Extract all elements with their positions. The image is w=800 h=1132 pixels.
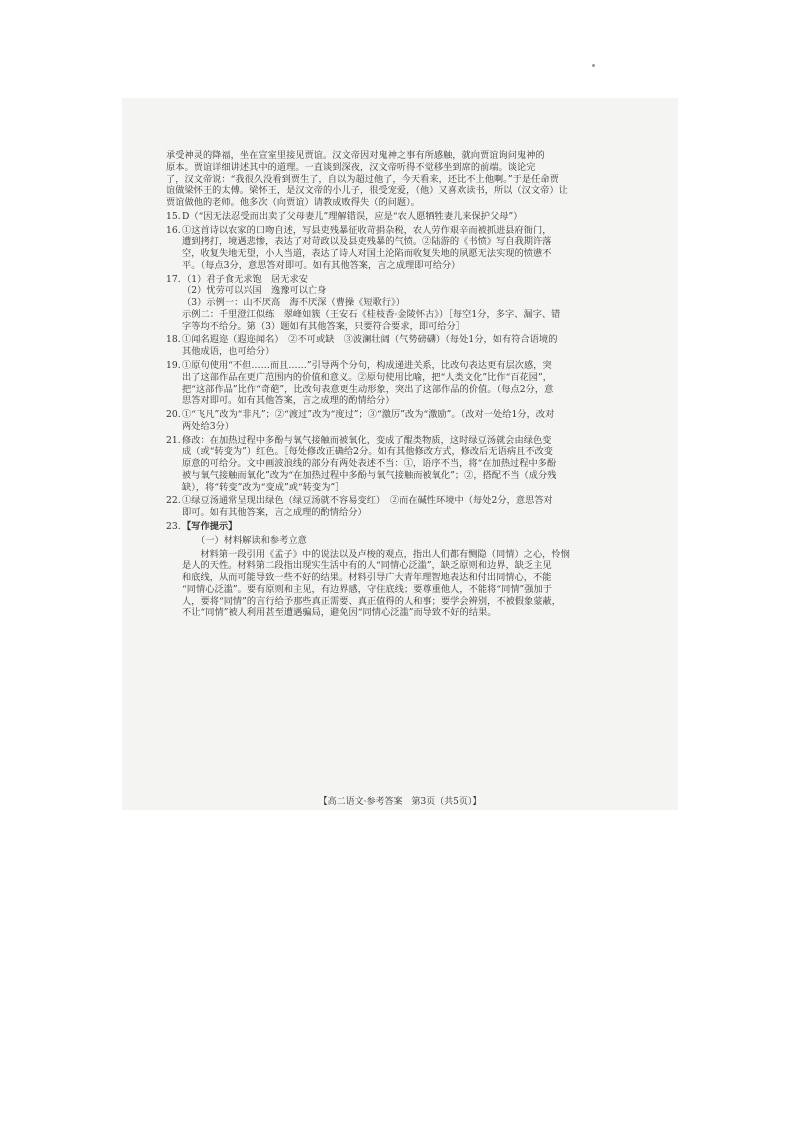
- answer-16: [166, 225, 618, 272]
- paragraph-line: 材料第一段引用《孟子》中的说法以及卢梭的观点，指出人们都有恻隐（同情）之心，怜悯: [200, 548, 570, 560]
- writing-paragraph: [166, 549, 618, 620]
- question-number: 23.: [166, 520, 181, 532]
- question-number: 15.: [166, 210, 181, 222]
- paragraph-line: 是人的天性。材料第二段指出现实生活中有的人“同情心泛滥”，缺乏原则和边界，缺乏主见: [182, 560, 552, 572]
- paragraph-line: “同情心泛滥”。要有原则和主见，有边界感，守住底线；要尊重他人，不能将“同情”强加于: [182, 583, 553, 595]
- answer-20: [166, 409, 618, 433]
- question-number: 19.: [166, 360, 181, 372]
- answer-line: 其他成语，也可给分）: [182, 346, 275, 358]
- intro-line: 贾谊做他的老师。他多次（向贾谊）请教成败得失（的问题）。: [166, 197, 421, 209]
- writing-subheading: （一）材料解读和参考立意: [196, 534, 307, 546]
- answer-line: 被与氧气接触而氧化”改为“在加热过程中多酚与氧气接触而被氧化”；②，搭配不当（成分残: [182, 469, 557, 481]
- answer-22: [166, 495, 618, 519]
- paragraph-line: 和底线，从而可能导致一些不好的结果。材料引导广大青年理智地表达和付出同情心，不能: [182, 572, 552, 584]
- paragraph-line: 人，要将“同情”的言行给予那些真正需要、真正值得的人和事；要学会辨别，不被假象蒙蔽，: [182, 595, 561, 607]
- answer-line: ①这首诗以农家的口吻自述，写县吏残暴征收苛捐杂税，农人劳作艰辛而被抓进县府衙门，: [182, 224, 552, 236]
- answer-line: 把“这部作品”比作“奇葩”，比改句表意更生动形象，突出了这部作品的价值。（每点2分，意: [182, 383, 554, 395]
- answer-line: 字等均不给分。第（3）题如有其他答案，只要符合要求，即可给分］: [182, 320, 466, 332]
- answer-line: 思答对即可。如有其他答案，言之成理的酌情给分）: [182, 395, 395, 407]
- answer-line: 遭到拷打，境遇悲惨，表达了对苛政以及县吏残暴的气愤。②陆游的《书愤》写自我期许落: [182, 236, 552, 248]
- answer-line: 两处给3分）: [182, 420, 235, 432]
- answer-line: 平。（每点3分，意思答对即可。如有其他答案，言之成理即可给分）: [182, 259, 461, 271]
- page-footer: 【高二语文·参考答案 第3页（共5页）】: [318, 797, 482, 807]
- writing-tips-heading: 【写作提示】: [182, 520, 238, 532]
- answer-line: 修改：在加热过程中多酚与氧气接触而被氧化，变成了醌类物质，这时绿豆汤就会由绿色变: [182, 434, 552, 446]
- answer-line: 示例二：千里澄江似练 翠峰如簇（王安石《桂枝香·金陵怀古》）［每空1分，多字、漏字、错: [182, 308, 561, 320]
- question-number: 18.: [166, 334, 181, 346]
- intro-line: 承受神灵的降福，坐在宣室里接见贾谊。汉文帝因对鬼神之事有所感触，就向贾谊询问鬼神的: [166, 150, 545, 161]
- intro-line: 原本。贾谊详细讲述其中的道理。一直谈到深夜，汉文帝听得不觉移坐到席的前端。谈论完: [166, 161, 536, 173]
- answer-line: ①原句使用“不但……而且……”引导两个分句，构成递进关系，比改句表达更有层次感，突: [182, 360, 552, 372]
- intro-paragraph: [166, 150, 618, 209]
- answer-line: 即可。如有其他答案，言之成理的酌情给分）: [182, 507, 367, 519]
- answer-line: （2）忧劳可以兴国 逸豫可以亡身: [182, 285, 327, 297]
- question-number: 22.: [166, 495, 181, 507]
- paragraph-line: 不让“同情”被人利用甚至遭遇骗局，避免因“同情心泛滥”而导致不好的结果。: [182, 607, 497, 619]
- answer-17: [166, 274, 618, 333]
- answer-key-content: [166, 150, 618, 621]
- question-number: 17.: [166, 273, 181, 285]
- answer-line: 出了这部作品在更广范围内的价值和意义。②原句使用比喻，把“人类文化”比作“百花园”，: [182, 371, 553, 383]
- answer-line: （1）君子食无求饱 居无求安: [182, 273, 308, 285]
- answer-18: [166, 334, 618, 358]
- intro-line: 谊做梁怀王的太傅。梁怀王，是汉文帝的小儿子，很受宠爱，（他）又喜欢读书，所以（汉文帝）让: [166, 185, 568, 197]
- question-number: 20.: [166, 409, 181, 421]
- intro-line: 了，汉文帝说：“我很久没看到贾生了，自以为超过他了，今天看来，还比不上他啊。”于是任命贾: [166, 173, 559, 185]
- answer-line: 成（或“转变为”）红色。［每处修改正确给2分。如有其他修改方式，修改后无语病且不改变: [182, 446, 554, 458]
- answer-15: [166, 211, 618, 223]
- question-number: 21.: [166, 434, 181, 446]
- answer-21: [166, 435, 618, 494]
- answer-line: （3）示例一：山不厌高 海不厌深（曹操《短歌行》）: [182, 297, 405, 309]
- answer-23: [166, 521, 618, 533]
- answer-19: [166, 360, 618, 407]
- answer-line: ①绿豆汤通常呈现出绿色（绿豆汤就不容易变红） ②而在碱性环境中（每处2分，意思答对: [182, 495, 553, 507]
- answer-line: 缺），将“转变”改为“变成”或“转变为”］: [182, 481, 345, 493]
- answer-line: D（“因无法忍受而出卖了父母妻儿”理解错误，应是“农人愿牺牲妻儿来保护父母”）: [182, 210, 523, 222]
- answer-line: ①闻名遐迩（遐迩闻名） ②不可或缺 ③波澜壮阔（气势磅礴）（每处1分，如有符合语境的: [182, 334, 558, 346]
- answer-line: 原意的可给分。文中画波浪线的部分有两处表述不当：①，语序不当，将“在加热过程中多酚: [182, 458, 557, 470]
- question-number: 16.: [166, 224, 181, 236]
- answer-line: 空，收复失地无望，小人当道，表达了诗人对国土沦陷而收复失地的夙愿无法实现的愤懑不: [182, 248, 552, 260]
- scan-speck: [592, 64, 595, 67]
- answer-line: ①“飞凡”改为“非凡”；②“渡过”改为“度过”；③“激厉”改为“激励”。（改对一处给1分，改对: [182, 409, 555, 421]
